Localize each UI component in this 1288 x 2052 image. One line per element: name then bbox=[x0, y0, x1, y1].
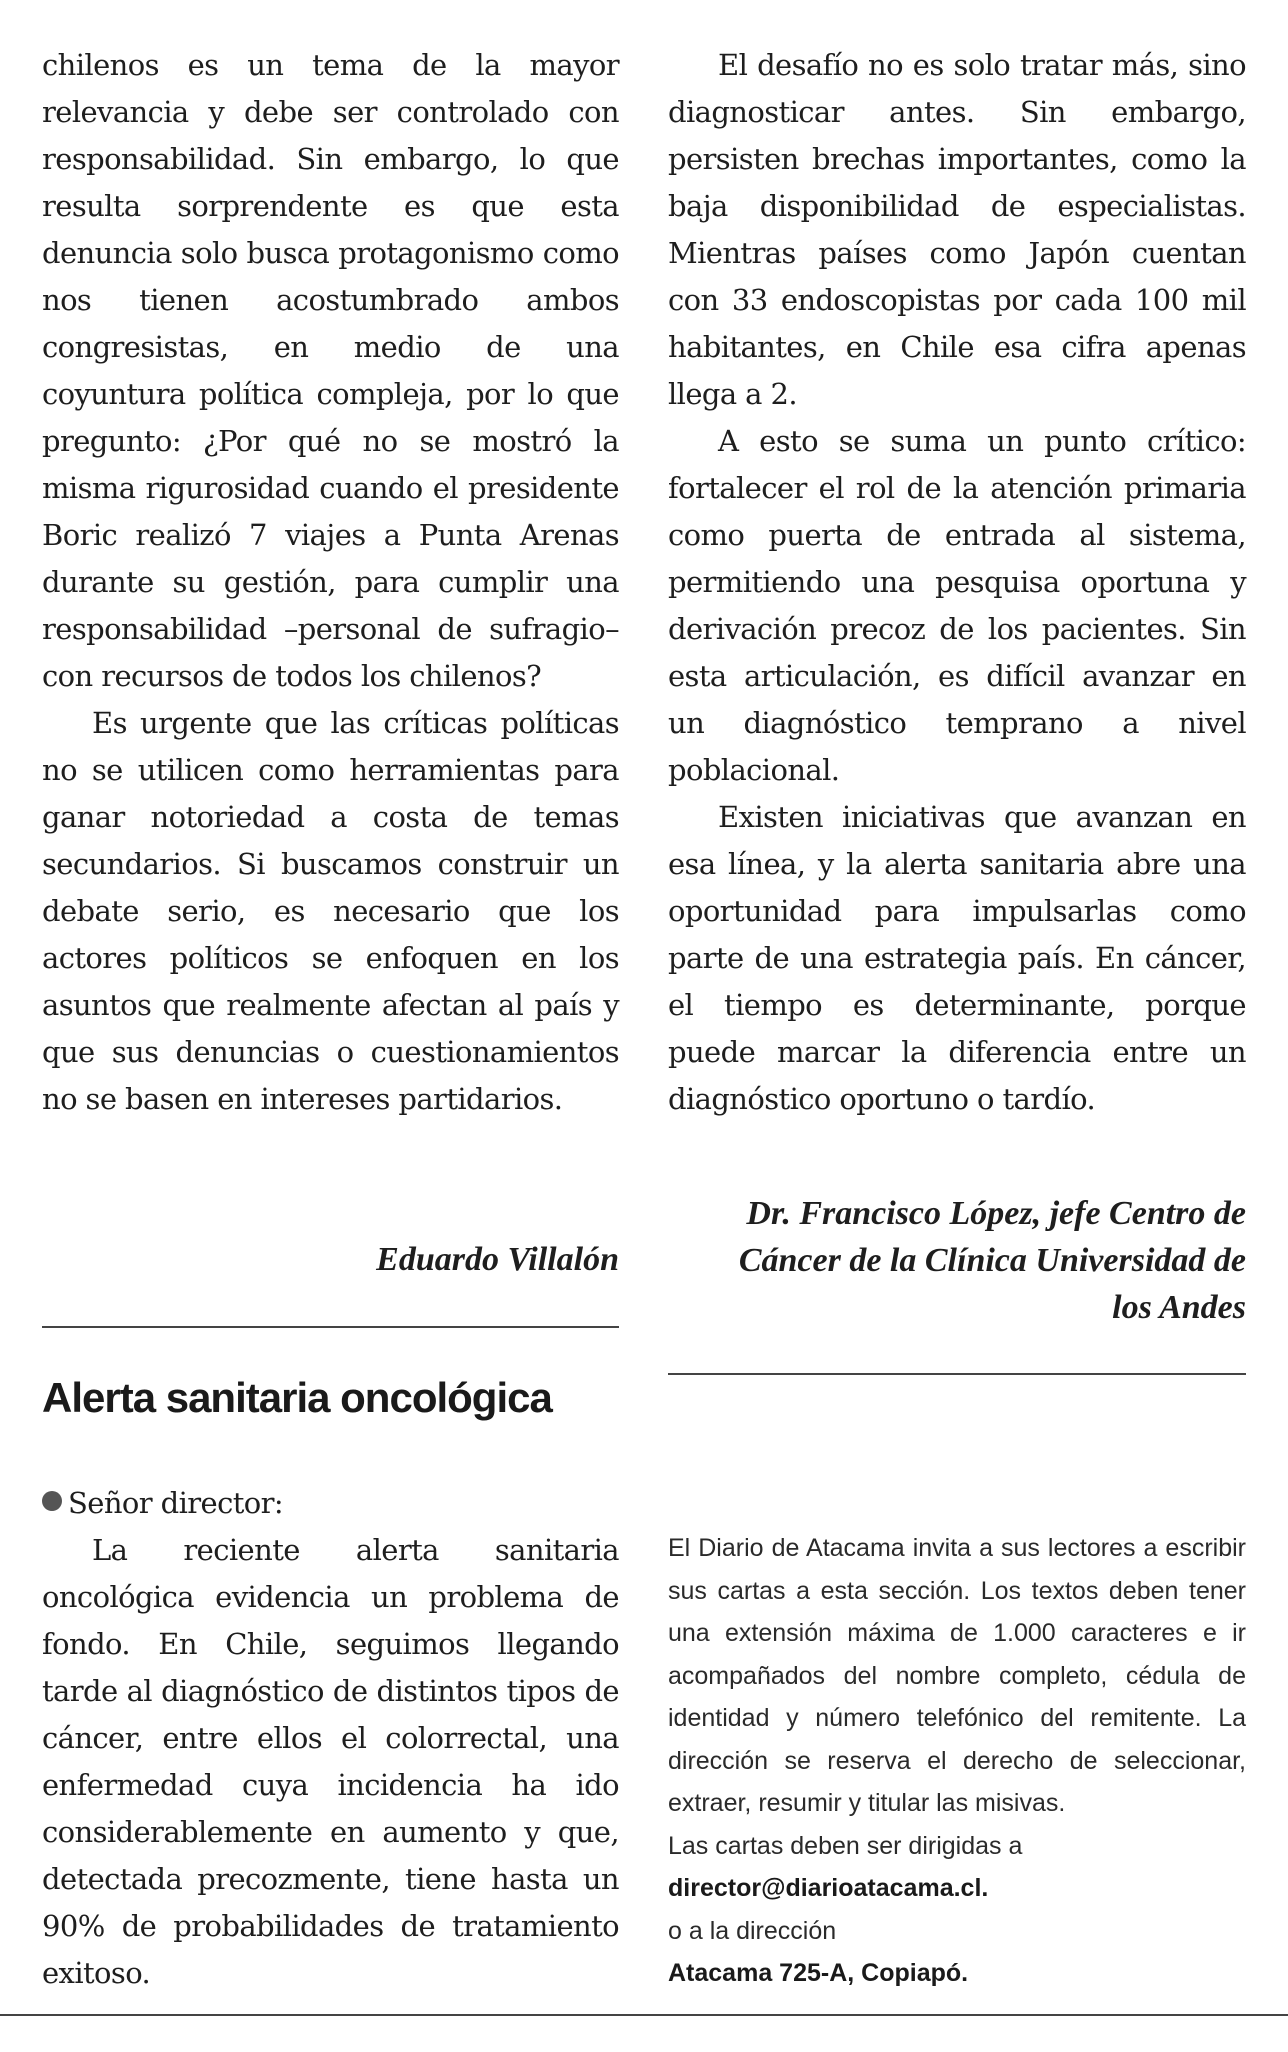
letter-paragraph: A esto se suma un punto crítico: fortalecer el rol de la atención primaria como puerta de entrada al sistema, permitiendo una pesquisa oportuna y derivación precoz de los pacientes. Sin esta articulación, es difícil avanzar en un diagnóstico temprano a nivel poblacional. bbox=[668, 424, 1246, 787]
info-address: Atacama 725-A, Copiapó. bbox=[668, 1959, 969, 1987]
divider-line bbox=[42, 1326, 619, 1328]
bullet-icon bbox=[42, 1491, 62, 1511]
letter-title: Alerta sanitaria oncológica bbox=[42, 1374, 552, 1421]
info-address-intro: Las cartas deben ser dirigidas a bbox=[668, 1831, 1023, 1860]
divider-line bbox=[668, 1373, 1246, 1375]
letter-signature: Eduardo Villalón bbox=[376, 1241, 619, 1278]
new-letter-body bbox=[42, 1480, 619, 1997]
info-text: El Diario de Atacama invita a sus lectores a escribir sus cartas a esta sección. Los textos deben tener una extensión máxima de 1.000 caracteres e ir acompañados del nombre completo, cédula de identidad y número telefónico del remitente. La dirección se reserva el derecho de seleccionar, extraer, resumir y titular las misivas. bbox=[668, 1534, 1246, 1817]
letter-paragraph: Es urgente que las críticas políticas no se utilicen como herramientas para ganar notoriedad a costa de temas secundarios. Si buscamos construir un debate serio, es necesario que los actores políticos se enfoquen en los asuntos que realmente afectan al país y que sus denuncias o cuestionamientos no se basen en intereses partidarios. bbox=[42, 706, 619, 1116]
right-letter-column bbox=[668, 42, 1246, 1123]
bottom-rule bbox=[0, 2014, 1288, 2016]
left-letter-column bbox=[42, 42, 619, 1123]
signature-line: Dr. Francisco López, jefe Centro de bbox=[746, 1195, 1246, 1232]
info-or-text: o a la dirección bbox=[668, 1916, 837, 1945]
signature-line: Cáncer de la Clínica Universidad de bbox=[738, 1242, 1246, 1279]
salutation bbox=[42, 1480, 619, 1527]
signature-line: los Andes bbox=[1112, 1289, 1246, 1326]
left-signature-block bbox=[42, 1236, 619, 1283]
letter-paragraph: chilenos es un tema de la mayor relevancia y debe ser controlado con responsabilidad. Sin embargo, lo que resulta sorprendente es que esta denuncia solo busca protagonismo como nos tienen acostumbrado ambos congresistas, en medio de una coyuntura política compleja, por lo que pregunto: ¿Por qué no se mostró la misma rigurosidad cuando el presidente Boric realizó 7 viajes a Punta Arenas durante su gestión, para cumplir una responsabilidad –personal de sufragio– con recursos de todos los chilenos? bbox=[42, 48, 619, 693]
letter-paragraph: Existen iniciativas que avanzan en esa línea, y la alerta sanitaria abre una oportunidad para impulsarlas como parte de una estrategia país. En cáncer, el tiempo es determinante, porque puede marcar la diferencia entre un diagnóstico oportuno o tardío. bbox=[668, 800, 1246, 1116]
letter-paragraph: La reciente alerta sanitaria oncológica evidencia un problema de fondo. En Chile, seguimos llegando tarde al diagnóstico de distintos tipos de cáncer, entre ellos el colorrectal, una enfermedad cuya incidencia ha ido considerablemente en aumento y que, detectada precozmente, tiene hasta un 90% de probabilidades de tratamiento exitoso. bbox=[42, 1533, 619, 1990]
info-email: director@diarioatacama.cl. bbox=[668, 1874, 989, 1902]
submission-info-box bbox=[668, 1527, 1246, 1995]
salutation-text: Señor director: bbox=[68, 1486, 284, 1520]
letter-paragraph: El desafío no es solo tratar más, sino diagnosticar antes. Sin embargo, persisten brechas importantes, como la baja disponibilidad de especialistas. Mientras países como Japón cuentan con 33 endoscopistas por cada 100 mil habitantes, en Chile esa cifra apenas llega a 2. bbox=[668, 48, 1246, 411]
right-signature-block bbox=[668, 1190, 1246, 1331]
